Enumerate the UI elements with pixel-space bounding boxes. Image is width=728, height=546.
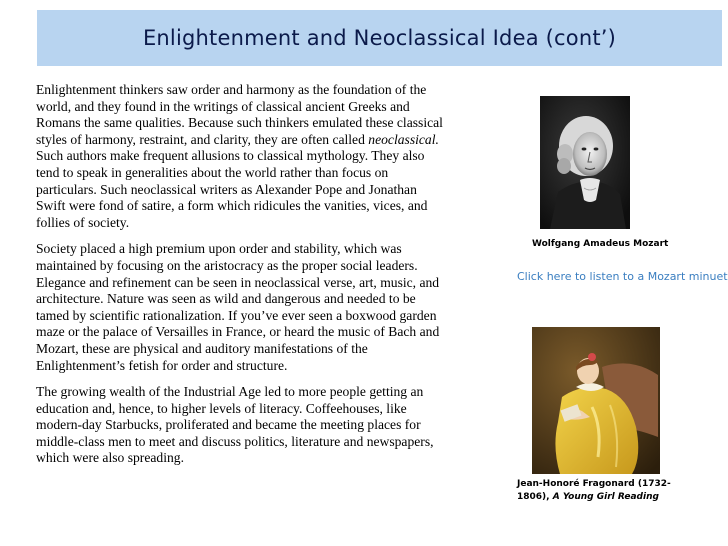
body-text: [36, 82, 448, 477]
term-neoclassical: neoclassical.: [368, 131, 439, 147]
mozart-caption: Wolfgang Amadeus Mozart: [532, 239, 669, 249]
mozart-portrait-image: [540, 96, 630, 229]
paragraph-society: Society placed a high premium upon order and stability, which was maintained by focusing on the aristocracy as the proper social leaders. Elegance and refinement can be seen in neoclassical verse, art, music, and architecture. Nature was seen as wild and dangerous and needed to be tamed by scientific rationalization. If you’ve ever seen a boxwood garden maze or the palace of Versailles in France, or heard the music of Bach and Mozart, these are physical and auditory manifestations of the Enlightenment’s fetish for order and structure.: [36, 241, 440, 373]
mozart-minuet-link[interactable]: Click here to listen to a Mozart minuet: [517, 270, 728, 283]
paragraph-industrial-age: The growing wealth of the Industrial Age led to more people getting an education and, hence, to higher levels of literacy. Coffeehouses, like modern-day Starbucks, proliferated and became the meeting places for middle-class men to meet and discuss politics, literature and newspapers, which were also spreading.: [36, 384, 434, 466]
fragonard-painting-drawing: [532, 327, 660, 474]
title-bar: [37, 10, 722, 66]
fragonard-painting-image: [532, 327, 660, 474]
slide-title: Enlightenment and Neoclassical Idea (cont’): [142, 26, 617, 50]
fragonard-caption-artist: Jean-Honoré Fragonard (1732-1806),: [517, 479, 671, 502]
mozart-portrait-drawing: [540, 96, 630, 229]
paragraph-1-text-b: Such authors make frequent allusions to classical mythology. They also tend to speak in generalities about the world rather than focus on particulars. Such neoclassical writers as Alexander Pope and Jonathan Swift were fond of satire, a form which ridicules the vanities, vices, and follies of society.: [36, 148, 428, 230]
paragraph-1-text-a: Enlightenment thinkers saw order and harmony as the foundation of the world, and they found in the writings of classical ancient Greeks and Romans the same qualities. Because such thinkers emulated these classical styles of harmony, restraint, and clarity, they are often called: [36, 82, 443, 147]
fragonard-caption: [517, 478, 687, 504]
paragraph-enlightenment: [36, 82, 448, 231]
fragonard-caption-work: A Young Girl Reading: [552, 492, 659, 502]
